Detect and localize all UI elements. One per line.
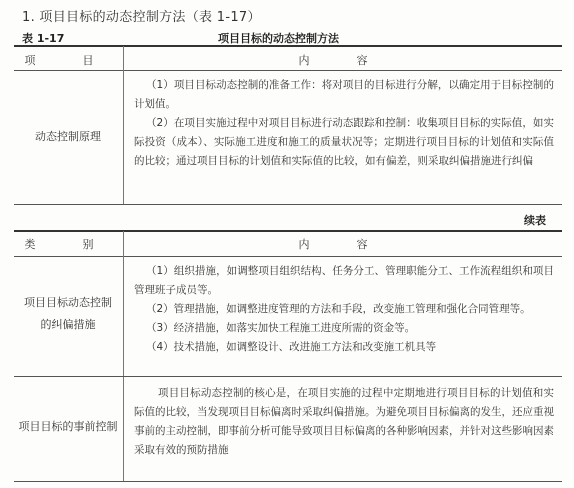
- table2-row1-paragraph-3: （3）经济措施，如落实加快工程施工进度所需的资金等。: [146, 322, 416, 334]
- table2-row2-content: [134, 384, 554, 460]
- table2-column-divider: [123, 231, 124, 481]
- table2-row1-label-line1: 项目目标动态控制: [24, 296, 112, 309]
- table2-row1-label: [14, 292, 122, 336]
- table-title: 项目目标的动态控制方法: [218, 32, 339, 45]
- continued-label: 续表: [524, 214, 546, 227]
- table1-header-rule: [14, 70, 562, 71]
- table1-content: [134, 76, 554, 171]
- table1-row-label: 动态控制原理: [35, 130, 101, 143]
- table2-row1-paragraph-2: （2）管理措施，如调整进度管理的方法和手段，改变施工管理和强化合同管理等。: [146, 303, 531, 315]
- table2-row1-label-line2: 的纠偏措施: [40, 318, 96, 331]
- table2-row2-paragraph-1: 项目目标动态控制的核心是，在项目实施的过程中定期地进行项目目标的计划值和实际值的比较，当发现项目目标偏离时采取纠偏措施。为避免项目目标偏离的发生，还应重视事前的主动控制，即事前分析可能导致项目目标偏离的各种影响因素，并针对这些影响因素采取有效的预防措施: [134, 387, 554, 456]
- table2-bottom-rule: [14, 481, 562, 482]
- table2-header-content: 内 容: [298, 238, 386, 251]
- table1-header-item: 项 目: [24, 54, 112, 67]
- table1-header-content: 内 容: [298, 54, 386, 67]
- table1-paragraph-2: （2）在项目实施过程中对项目目标进行动态跟踪和控制：收集项目目标的实际值，如实际投资（成本）、实际施工进度和施工的质量状况等；定期进行项目目标的计划值和实际值的比较；通过项目目标的计划值和实际值的比较，如有偏差，则采取纠偏措施进行纠偏: [134, 117, 554, 167]
- table1-bottom-rule: [14, 204, 562, 205]
- table1-column-divider: [123, 46, 124, 204]
- table2-row2-label: 项目目标的事前控制: [18, 420, 118, 433]
- table2-row1-paragraph-1: （1）组织措施，如调整项目组织结构、任务分工、管理职能分工、工作流程组织和项目管理班子成员等。: [134, 265, 554, 296]
- table2-row-divider: [14, 376, 562, 377]
- table-number: 表 1-17: [22, 32, 65, 45]
- table1-paragraph-1: （1）项目目标动态控制的准备工作：将对项目的目标进行分解，以确定用于目标控制的计划值。: [134, 79, 554, 110]
- table2-header-category: 类 别: [24, 238, 112, 251]
- table2-header-rule: [14, 256, 562, 257]
- table1-top-rule: [14, 45, 562, 47]
- table2-row1-content: [134, 262, 554, 357]
- section-heading: 1. 项目目标的动态控制方法（表 1-17）: [22, 10, 261, 25]
- table2-top-rule: [14, 230, 562, 232]
- table2-row1-paragraph-4: （4）技术措施，如调整设计、改进施工方法和改变施工机具等: [146, 341, 437, 353]
